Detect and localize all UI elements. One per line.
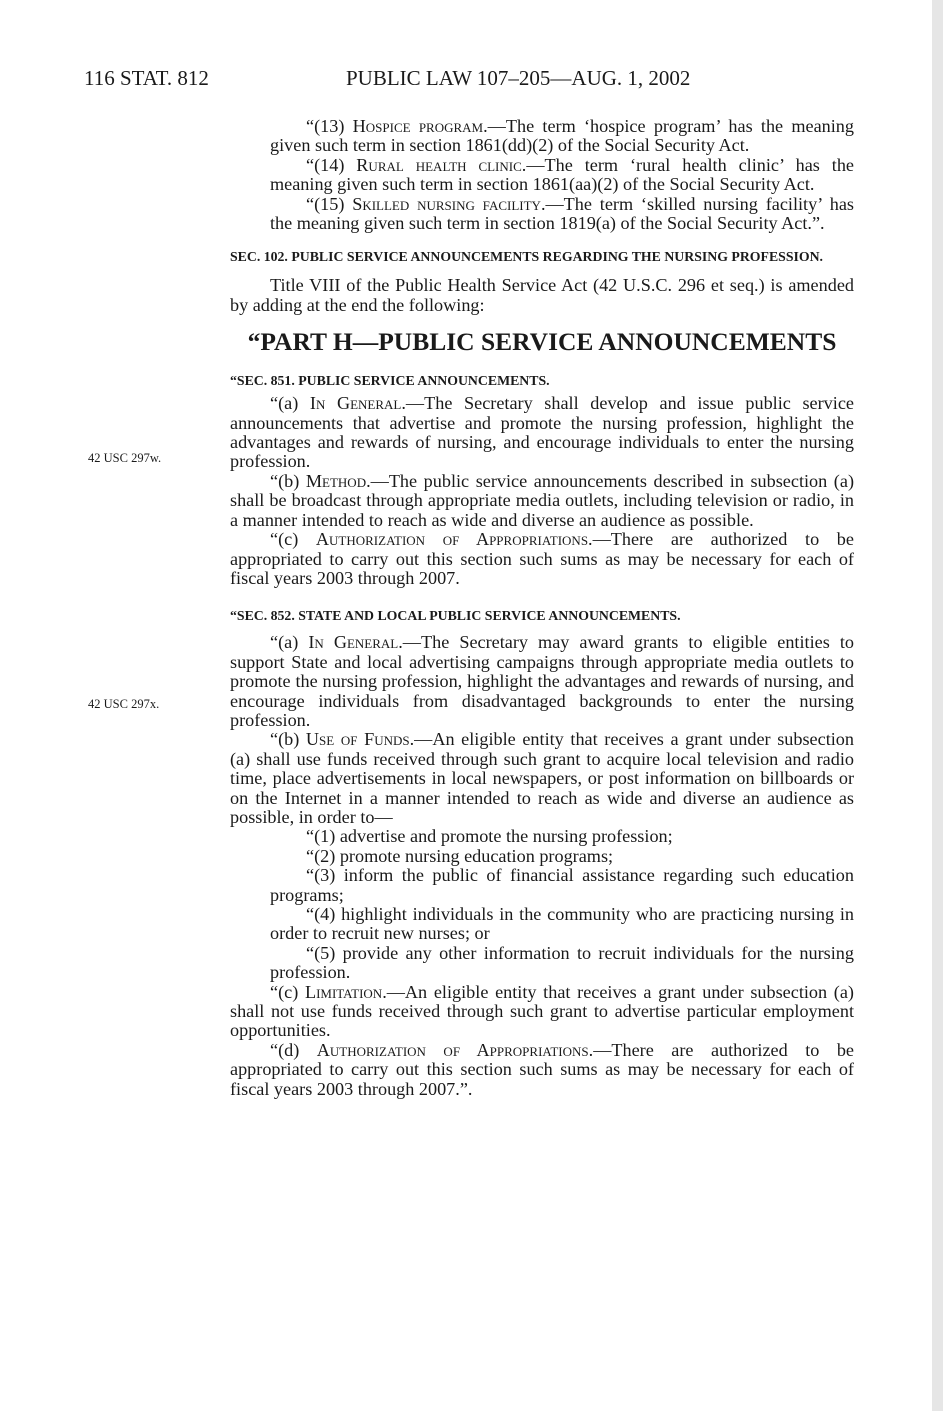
list-item: “(1) advertise and promote the nursing profession; <box>306 826 673 847</box>
stat-citation: 116 STAT. 812 <box>84 66 209 90</box>
section-851-c: “(c) Authorization of Appropriations.—There are authorized to be appropriated to carry out this section such sums as may be necessary for each of fiscal years 2003 through 2007. <box>230 529 854 588</box>
public-law-citation: PUBLIC LAW 107–205—AUG. 1, 2002 <box>346 66 691 90</box>
margin-note-297w: 42 USC 297w. <box>88 451 162 465</box>
section-852-c: “(c) Limitation.—An eligible entity that receives a grant under subsection (a) shall not use funds received through such grant to advertise particular employment opportunities. <box>230 981 854 1041</box>
section-102-intro: Title VIII of the Public Health Service Act (42 U.S.C. 296 et seq.) is amended by adding at the end the following: <box>230 275 854 315</box>
section-102-heading: SEC. 102. PUBLIC SERVICE ANNOUNCEMENTS REGARDING THE NURSING PROFESSION. <box>230 249 824 265</box>
section-852-a: “(a) In General.—The Secretary may award grants to eligible entities to support State and local advertising campaigns through appropriate media outlets to promote the nursing profession, highlight the advantages and rewards of nursing, and encourage individuals from disadvantaged backgrounds to enter the nursing profession. <box>230 632 854 730</box>
list-item: “(3) inform the public of financial assistance regarding such education programs; <box>270 865 854 905</box>
section-852-b: “(b) Use of Funds.—An eligible entity that receives a grant under subsection (a) shall use funds received through such grant to acquire local television and radio time, place advertisements in local newspapers, or post information on billboards or on the Internet in a manner intended to reach as wide and diverse an audience as possible, in order to— <box>230 729 854 827</box>
section-851-b: “(b) Method.—The public service announcements described in subsection (a) shall be broadcast through appropriate media outlets, including television or radio, in a manner intended to reach as wide and diverse an audience as possible. <box>230 470 854 530</box>
section-851-a: “(a) In General.—The Secretary shall develop and issue public service announcements that advertise and promote the nursing profession, highlight the advantages and rewards of nursing, and encourage individuals to enter the nursing profession. <box>230 393 854 472</box>
definition-13: “(13) Hospice program.—The term ‘hospice program’ has the meaning given such term in section 1861(dd)(2) of the Social Security Act. <box>270 116 854 156</box>
list-item: “(4) highlight individuals in the community who are practicing nursing in order to recruit new nurses; or <box>270 904 854 944</box>
list-item: “(5) provide any other information to recruit individuals for the nursing profession. <box>270 942 854 983</box>
margin-note-297x: 42 USC 297x. <box>88 697 160 711</box>
section-852-d: “(d) Authorization of Appropriations.—There are authorized to be appropriated to carry out this section such sums as may be necessary for each of fiscal years 2003 through 2007.”. <box>230 1039 854 1099</box>
definition-14: “(14) Rural health clinic.—The term ‘rural health clinic’ has the meaning given such term in section 1861(aa)(2) of the Social Security Act. <box>270 154 855 195</box>
part-h-heading: “PART H—PUBLIC SERVICE ANNOUNCEMENTS <box>247 327 837 357</box>
list-item: “(2) promote nursing education programs; <box>306 845 614 866</box>
definition-15: “(15) Skilled nursing facility.—The term ‘skilled nursing facility’ has the meaning given such term in section 1819(a) of the Social Security Act.”. <box>270 193 854 234</box>
section-851-heading: “SEC. 851. PUBLIC SERVICE ANNOUNCEMENTS. <box>230 373 550 389</box>
page-edge <box>932 0 943 1411</box>
section-852-heading: “SEC. 852. STATE AND LOCAL PUBLIC SERVICE ANNOUNCEMENTS. <box>230 608 681 624</box>
page-header <box>84 66 844 96</box>
page-body <box>230 117 854 1099</box>
